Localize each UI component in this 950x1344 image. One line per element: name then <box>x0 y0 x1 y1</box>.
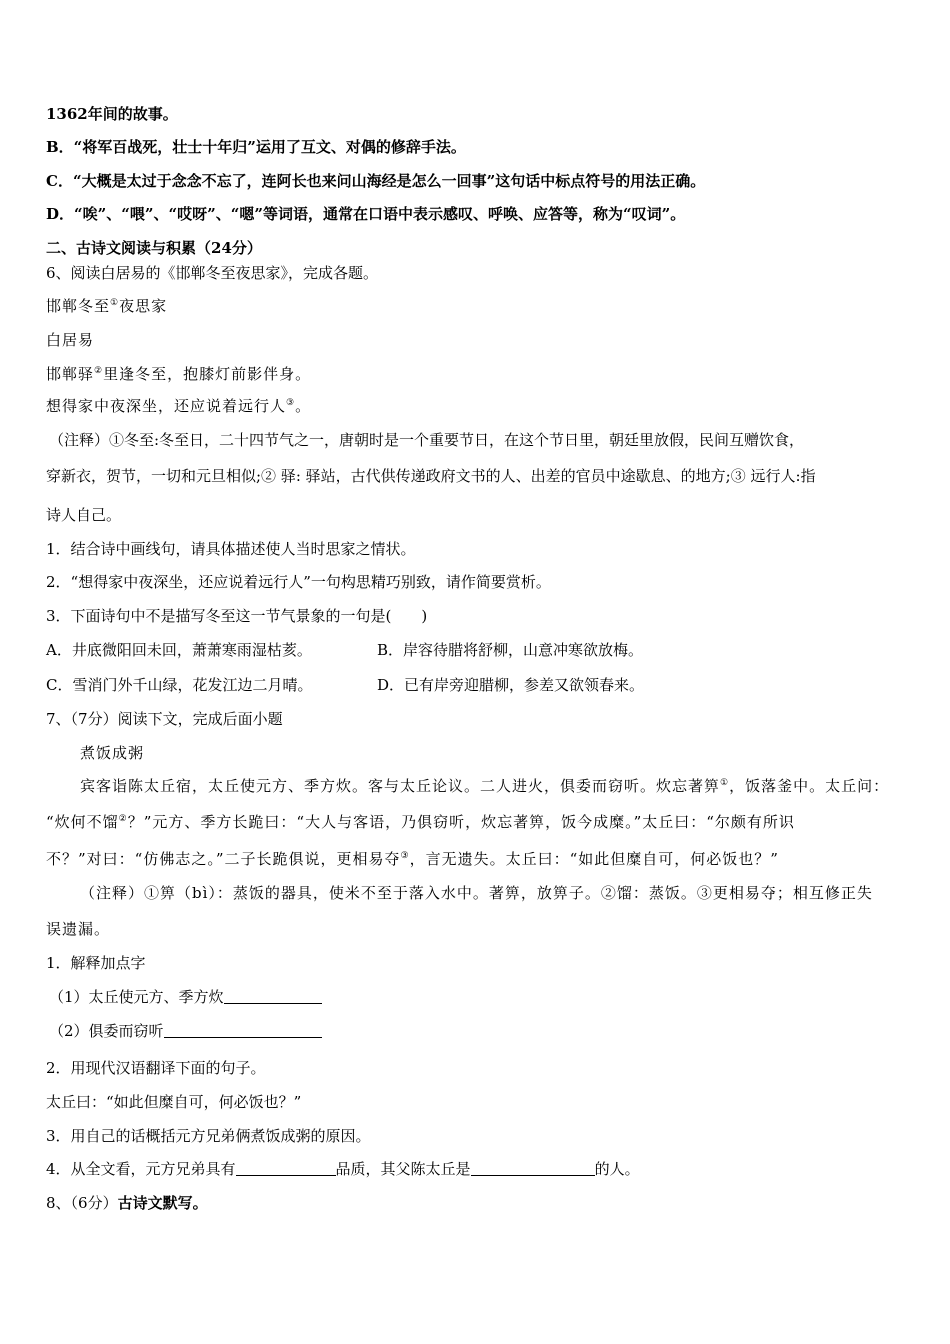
footnote-mark: ① <box>110 298 120 308</box>
answer-blank[interactable] <box>224 989 322 1004</box>
passage-line <box>46 849 779 869</box>
poem-title-part: 邯郸冬至 <box>46 297 111 315</box>
question-text: 品质，其父陈太丘是 <box>335 1160 471 1178</box>
choice-d: D．已有岸旁迎腊柳，参差又欲领春来。 <box>377 676 645 694</box>
passage-title: 煮饭成粥 <box>80 744 145 762</box>
answer-blank[interactable] <box>236 1161 336 1176</box>
footnote-mark: ③ <box>286 398 296 408</box>
text-line: 1362年间的故事。 <box>46 105 178 123</box>
question-text: 的人。 <box>594 1160 640 1178</box>
passage-line <box>46 812 795 832</box>
choice-b: B．岸容待腊将舒柳，山意冲寒欲放梅。 <box>377 641 644 659</box>
passage-text: 不？”对曰：“仿佛志之。”二子长跪俱说，更相易夺 <box>46 850 401 868</box>
option-b: B．“将军百战死，壮士十年归”运用了互文、对偶的修辞手法。 <box>46 138 466 156</box>
option-c: C．“大概是太过于念念不忘了，连阿长也来问山海经是怎么一回事”这句话中标点符号的用法正确。 <box>46 172 706 190</box>
poem-text: 里逢冬至，抱膝灯前影伴身。 <box>103 365 312 383</box>
poem-text: 想得家中夜深坐，还应说着远行人 <box>46 397 287 415</box>
choice-a: A．井底微阳回未回，萧萧寒雨湿枯荄。 <box>46 641 312 659</box>
passage-text: ，饭落釜中。太丘问： <box>729 777 890 795</box>
passage-text: ？”元方、季方长跪曰：“大人与客语，乃俱窃听，炊忘著箅，饭今成糜。”太丘曰：“尔颇有所识 <box>127 813 795 831</box>
question-7: 7、（7分）阅读下文，完成后面小题 <box>46 710 283 728</box>
answer-blank[interactable] <box>471 1161 595 1176</box>
question-7-2: 2．用现代汉语翻译下面的句子。 <box>46 1059 266 1077</box>
passage-line <box>80 776 889 796</box>
note-text: 诗人自己。 <box>46 506 122 524</box>
choice-c: C．雪消门外千山绿，花发江边二月晴。 <box>46 676 313 694</box>
question-text: 4．从全文看，元方兄弟具有 <box>46 1160 236 1178</box>
option-d: D．“唉”、“喂”、“哎呀”、“嗯”等词语，通常在口语中表示感叹、呼唤、应答等，称为“叹词”。 <box>46 205 686 223</box>
poem-title-part: 夜思家 <box>119 297 168 315</box>
poem-text: 邯郸驿 <box>46 365 95 383</box>
note-text: 穿新衣，贺节，一切和元旦相似;② 驿: 驿站，古代供传递政府文书的人、出差的官员中途歇息、的地方;③ 远行人:指 <box>46 467 816 485</box>
question-6-1: 1．结合诗中画线句，请具体描述使人当时思家之情状。 <box>46 540 416 558</box>
section-heading: 二、古诗文阅读与积累（24分） <box>46 239 262 257</box>
question-6-2: 2．“想得家中夜深坐，还应说着远行人”一句构思精巧别致，请作简要赏析。 <box>46 573 551 591</box>
question-7-1-2 <box>49 1021 322 1041</box>
note-text: （注释）①冬至:冬至日，二十四节气之一，唐朝时是一个重要节日，在这个节日里，朝廷里放假，民间互赠饮食， <box>49 431 805 449</box>
footnote-mark: ① <box>720 778 730 788</box>
question-7-1-1 <box>49 987 322 1007</box>
passage-text: 宾客诣陈太丘宿，太丘使元方、季方炊。客与太丘论议。二人进火，俱委而窃听。炊忘著箅 <box>80 777 721 795</box>
subquestion-text: （1）太丘使元方、季方炊 <box>49 988 224 1006</box>
poem-title <box>46 296 167 316</box>
question-8 <box>46 1193 208 1213</box>
footnote-mark: ② <box>94 366 104 376</box>
quoted-sentence: 太丘曰：“如此但糜自可，何必饭也？” <box>46 1093 302 1111</box>
passage-text: “炊何不馏 <box>46 813 119 831</box>
poem-line <box>46 396 311 416</box>
passage-note: （注释）①箅（bì）：蒸饭的器具，使米不至于落入水中。著箅，放箅子。②馏：蒸饭。③更相易夺；相互修正失 <box>80 884 873 902</box>
passage-text: ，言无遗失。太丘曰：“如此但糜自可，何必饭也？” <box>409 850 779 868</box>
footnote-mark: ② <box>118 814 128 824</box>
passage-note: 误遗漏。 <box>46 920 111 938</box>
poem-text: 。 <box>295 397 312 415</box>
poem-line <box>46 364 311 384</box>
question-6-3: 3．下面诗句中不是描写冬至这一节气景象的一句是( ) <box>46 607 428 625</box>
question-title: 古诗文默写。 <box>117 1194 208 1212</box>
question-7-1: 1．解释加点字 <box>46 954 146 972</box>
question-6: 6、阅读白居易的《邯郸冬至夜思家》，完成各题。 <box>46 264 379 282</box>
question-7-4 <box>46 1159 640 1179</box>
question-7-3: 3．用自己的话概括元方兄弟俩煮饭成粥的原因。 <box>46 1127 371 1145</box>
subquestion-text: （2）俱委而窃听 <box>49 1022 164 1040</box>
question-number: 8、（6分） <box>46 1194 118 1212</box>
poem-author: 白居易 <box>46 331 95 349</box>
answer-blank[interactable] <box>164 1023 322 1038</box>
footnote-mark: ③ <box>400 851 410 861</box>
